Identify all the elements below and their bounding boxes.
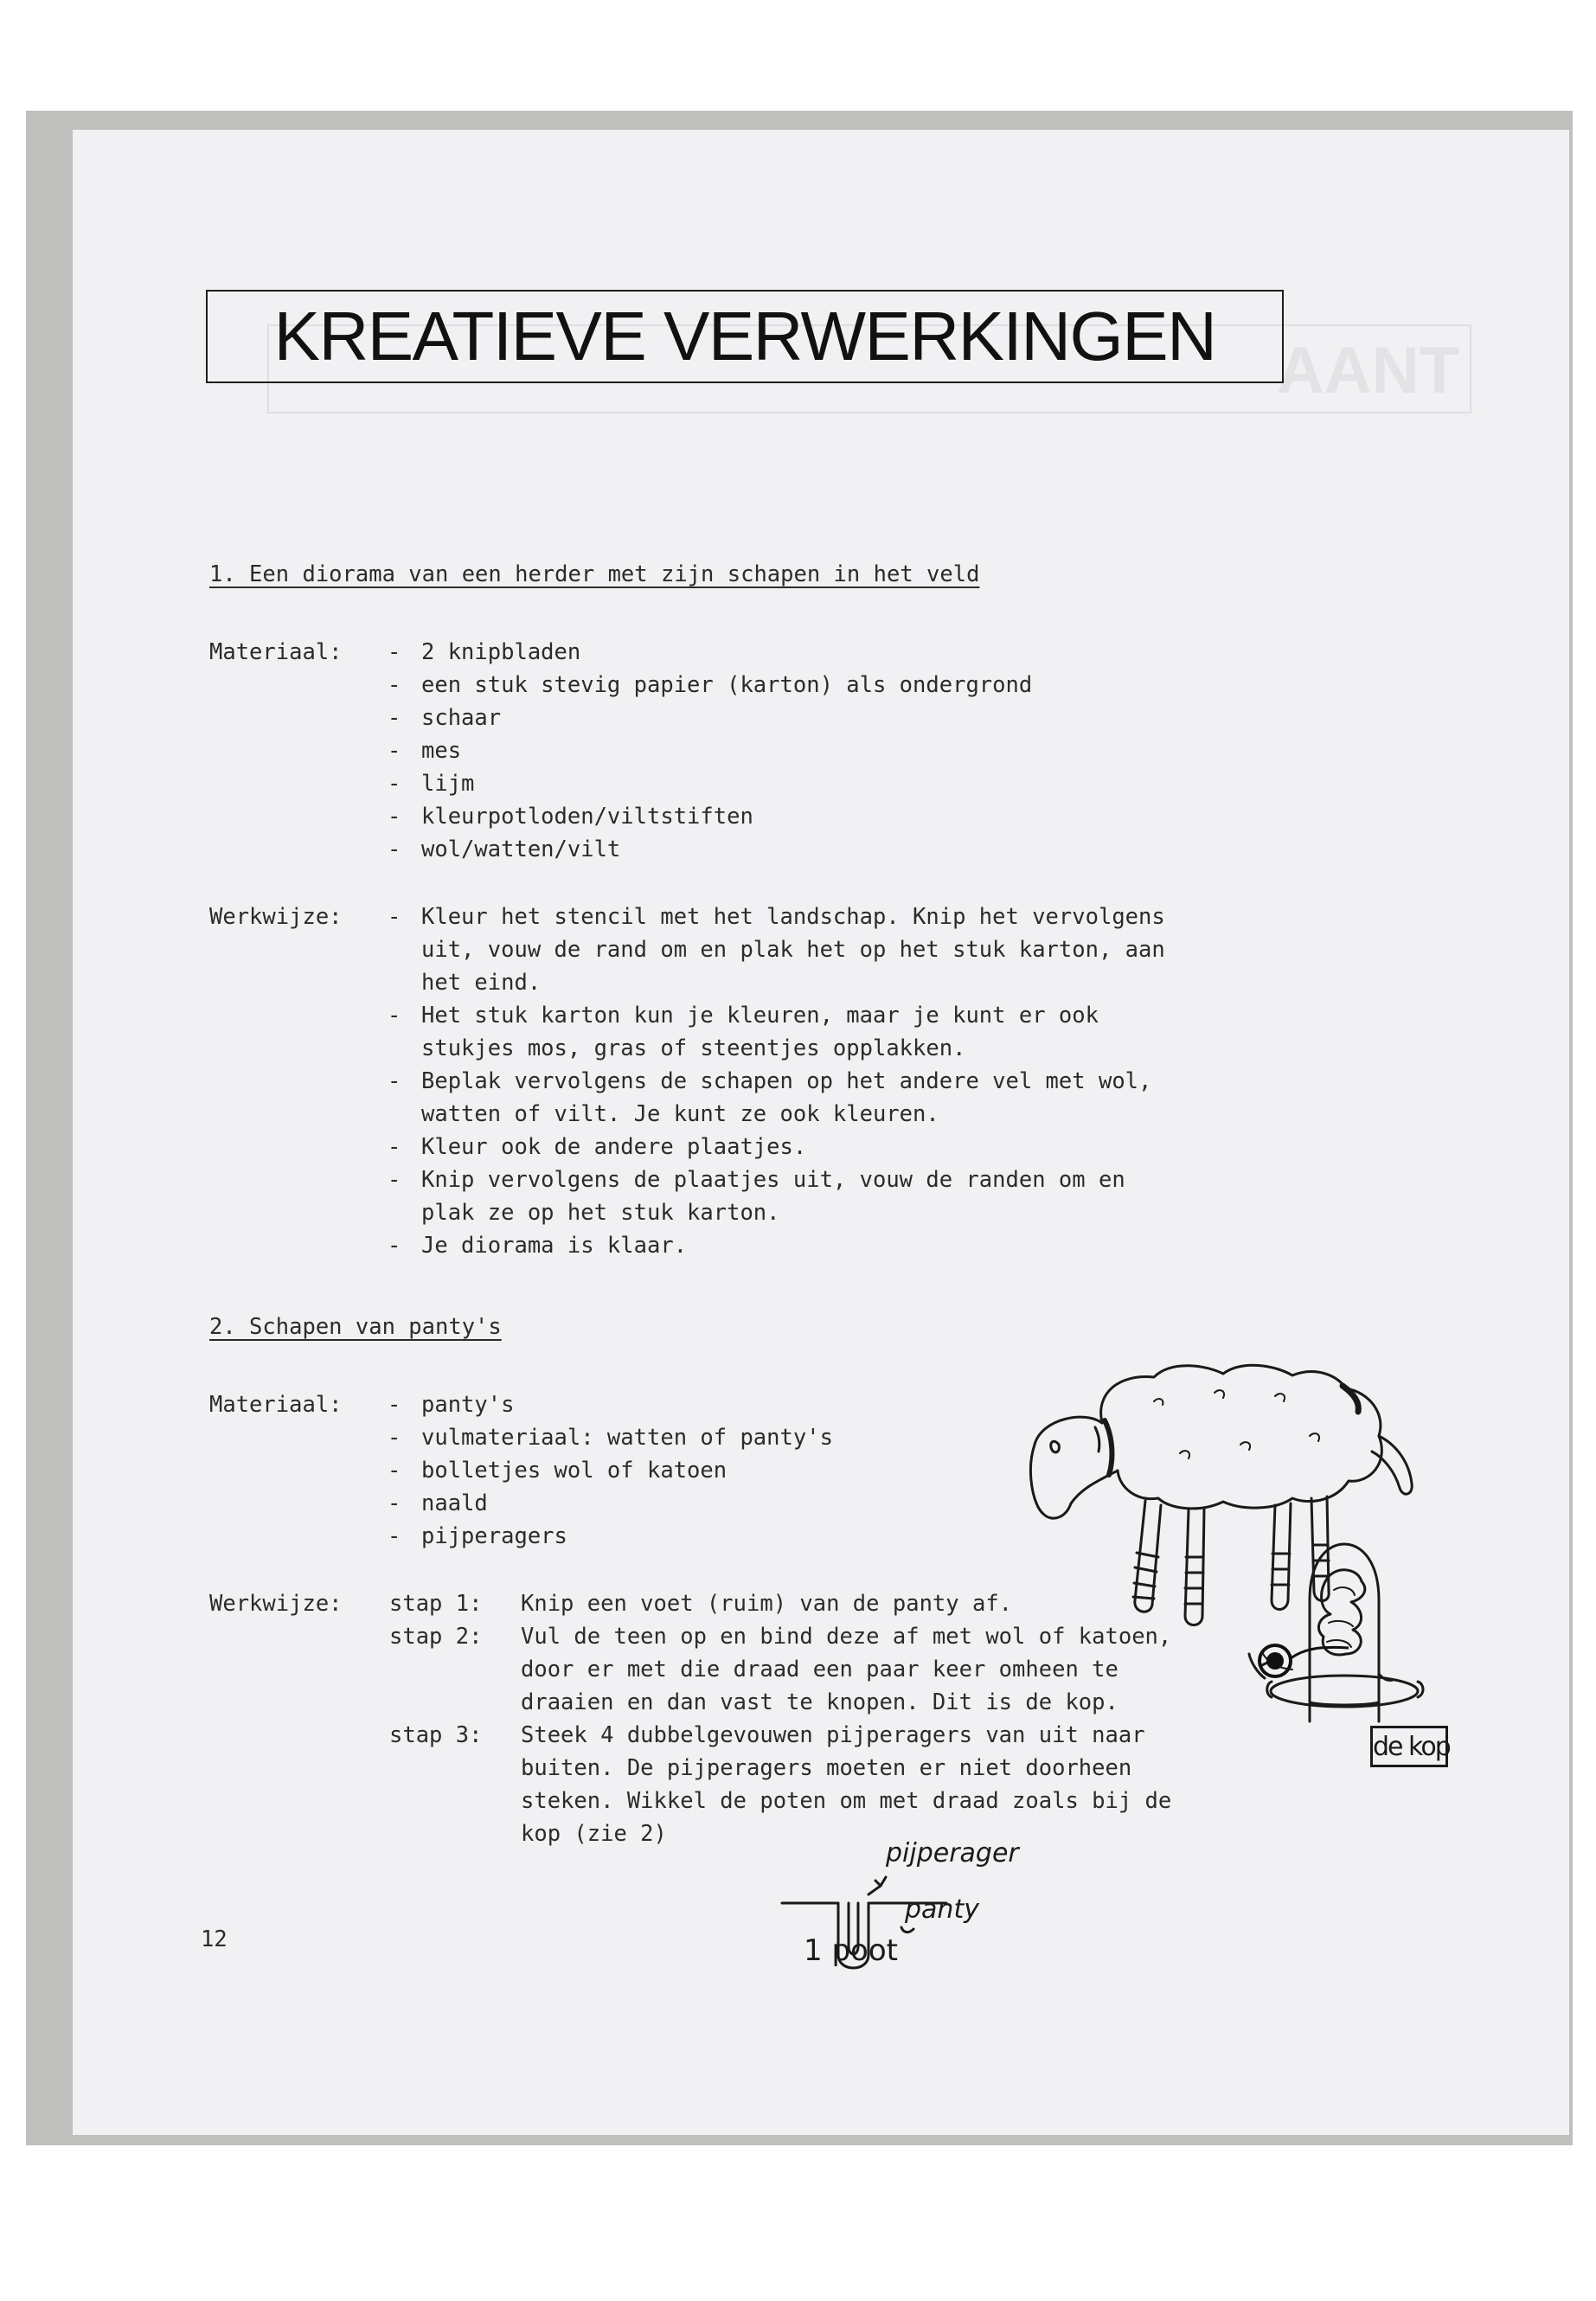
thread-knot-icon	[1253, 1639, 1297, 1682]
method-line: Knip vervolgens de plaatjes uit, vouw de randen om en	[421, 1167, 1125, 1193]
bullet-dash: -	[388, 1167, 401, 1193]
bullet-dash: -	[388, 1068, 401, 1094]
bullet-dash: -	[388, 639, 401, 665]
bullet-dash: -	[388, 738, 401, 764]
method-line: Je diorama is klaar.	[421, 1233, 688, 1259]
step-label: stap 2:	[389, 1624, 483, 1650]
bullet-dash: -	[388, 1458, 401, 1484]
material-item: schaar	[421, 705, 502, 731]
bullet-dash: -	[388, 836, 401, 862]
materials-label: Materiaal:	[209, 639, 343, 665]
bullet-dash: -	[388, 771, 401, 797]
label-head: de kop	[1370, 1726, 1448, 1767]
bullet-dash: -	[388, 1003, 401, 1029]
step-text: kop (zie 2)	[521, 1821, 667, 1847]
step-text: Vul de teen op en bind deze af met wol of katoen,	[521, 1624, 1172, 1650]
step-text: draaien en dan vast te knopen. Dit is de kop.	[521, 1689, 1118, 1715]
method-label: Werkwijze:	[209, 1591, 343, 1617]
bullet-dash: -	[388, 1523, 401, 1549]
material-item: een stuk stevig papier (karton) als ondergrond	[421, 672, 1033, 698]
method-line: stukjes mos, gras of steentjes opplakken.	[421, 1035, 966, 1061]
step-text: Steek 4 dubbelgevouwen pijperagers van uit naar	[521, 1722, 1145, 1748]
step-text: buiten. De pijperagers moeten er niet doorheen	[521, 1755, 1132, 1781]
section-2-title: 2. Schapen van panty's	[209, 1314, 502, 1340]
method-line: Kleur het stencil met het landschap. Knip het vervolgens	[421, 904, 1165, 930]
page-number: 12	[201, 1926, 228, 1952]
label-leg: 1 poot	[804, 1933, 898, 1968]
page-title: KREATIEVE VERWERKINGEN	[206, 290, 1284, 383]
step-text: steken. Wikkel de poten om met draad zoals bij de	[521, 1788, 1172, 1814]
material-item: wol/watten/vilt	[421, 836, 621, 862]
bullet-dash: -	[388, 705, 401, 731]
section-1-title: 1. Een diorama van een herder met zijn schapen in het veld	[209, 561, 980, 587]
bleed-through-heading: AANT	[267, 324, 1471, 413]
material-item: lijm	[421, 771, 475, 797]
bullet-dash: -	[388, 904, 401, 930]
material-item: kleurpotloden/viltstiften	[421, 804, 753, 830]
method-line: uit, vouw de rand om en plak het op het stuk karton, aan	[421, 937, 1165, 963]
bullet-dash: -	[388, 804, 401, 830]
material-item: 2 knipbladen	[421, 639, 581, 665]
material-item: pijperagers	[421, 1523, 567, 1549]
step-text: Knip een voet (ruim) van de panty af.	[521, 1591, 1013, 1617]
material-item: naald	[421, 1490, 488, 1516]
material-item: panty's	[421, 1392, 515, 1418]
method-label: Werkwijze:	[209, 904, 343, 930]
method-line: plak ze op het stuk karton.	[421, 1200, 780, 1226]
method-line: Kleur ook de andere plaatjes.	[421, 1134, 807, 1160]
method-line: het eind.	[421, 970, 542, 996]
label-panty: panty	[905, 1894, 979, 1925]
step-label: stap 1:	[389, 1591, 483, 1617]
book-page	[73, 130, 1569, 2135]
label-pipe-cleaner: pijperager	[886, 1838, 1019, 1868]
material-item: vulmateriaal: watten of panty's	[421, 1425, 833, 1451]
material-item: bolletjes wol of katoen	[421, 1458, 727, 1484]
bullet-dash: -	[388, 1392, 401, 1418]
method-line: watten of vilt. Je kunt ze ook kleuren.	[421, 1101, 939, 1127]
step-label: stap 3:	[389, 1722, 483, 1748]
method-line: Het stuk karton kun je kleuren, maar je kunt er ook	[421, 1003, 1099, 1029]
bullet-dash: -	[388, 672, 401, 698]
method-line: Beplak vervolgens de schapen op het andere vel met wol,	[421, 1068, 1152, 1094]
bullet-dash: -	[388, 1233, 401, 1259]
material-item: mes	[421, 738, 462, 764]
materials-label: Materiaal:	[209, 1392, 343, 1418]
step-text: door er met die draad een paar keer omheen te	[521, 1657, 1118, 1682]
bullet-dash: -	[388, 1490, 401, 1516]
bullet-dash: -	[388, 1134, 401, 1160]
bullet-dash: -	[388, 1425, 401, 1451]
